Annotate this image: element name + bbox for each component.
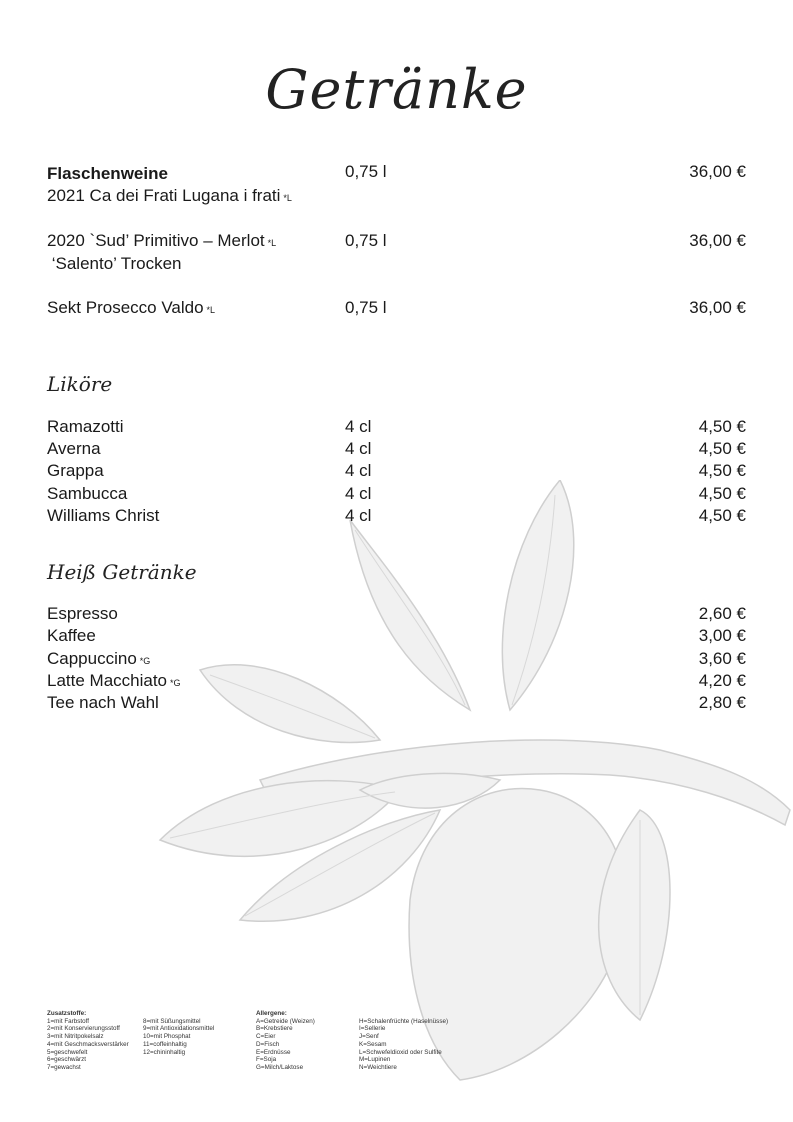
liqueur-price: 4,50 € [698, 439, 746, 458]
additives-heading: Zusatzstoffe: [47, 1010, 87, 1017]
additive-item: 12=chininhaltig [143, 1048, 186, 1056]
wine-volume: 0,75 l [345, 162, 387, 181]
wine-item [47, 298, 746, 322]
hot-drink-price: 2,60 € [698, 604, 746, 623]
liqueur-name: Averna [47, 439, 101, 458]
wine-volume: 0,75 l [345, 298, 387, 317]
liqueur-item [47, 417, 746, 441]
liqueur-volume: 4 cl [345, 439, 372, 458]
liqueur-name: Williams Christ [47, 506, 160, 525]
wine-name-line2: ‘Salento’ Trocken [47, 254, 182, 273]
wine-volume: 0,75 l [345, 231, 387, 250]
liqueur-volume: 4 cl [345, 506, 372, 525]
hot-drink-price: 3,00 € [698, 626, 746, 645]
allergen-item: K=Sesam [359, 1040, 387, 1048]
additive-item: 8=mit Süßungsmittel [143, 1017, 201, 1025]
hot-drink-name: Latte Macchiato [47, 671, 168, 690]
wine-item-line2 [47, 254, 746, 278]
hot-drink-price: 2,80 € [698, 693, 746, 712]
hot-drinks-heading: Heiß Getränke [47, 560, 197, 584]
wine-item [47, 186, 746, 210]
allergen-item: M=Lupinen [359, 1056, 391, 1064]
additives-legend-col2 [143, 1018, 214, 1057]
allergen-item: C=Eier [256, 1033, 276, 1041]
liqueur-item [47, 461, 746, 485]
wines-heading: Flaschenweine [47, 164, 168, 183]
allergens-legend-col2 [359, 1018, 448, 1072]
additive-item: 2=mit Konservierungsstoff [47, 1025, 120, 1033]
liqueurs-heading: Liköre [47, 372, 113, 396]
liqueur-item [47, 506, 746, 530]
additive-item: 9=mit Antioxidationsmittel [143, 1025, 215, 1033]
additives-legend [47, 1010, 129, 1072]
allergen-item: L=Schwefeldioxid oder Sulfite [359, 1048, 442, 1056]
liqueur-volume: 4 cl [345, 417, 372, 436]
allergens-legend [256, 1010, 315, 1072]
additive-item: 11=coffeinhaltig [143, 1040, 187, 1048]
hot-drink-item [47, 604, 746, 628]
allergens-heading: Allergene: [256, 1010, 287, 1017]
allergen-item: F=Soja [256, 1056, 277, 1064]
allergen-item: A=Getreide (Weizen) [256, 1017, 315, 1025]
additive-item: 4=mit Geschmacksverstärker [47, 1040, 129, 1048]
allergen-item: I=Sellerie [359, 1025, 386, 1033]
page-title: Getränke [265, 58, 528, 121]
liqueur-volume: 4 cl [345, 461, 372, 480]
allergen-item: E=Erdnüsse [256, 1048, 291, 1056]
wine-price: 36,00 € [689, 298, 746, 317]
allergen-item: J=Senf [359, 1033, 379, 1041]
hot-drink-item [47, 671, 746, 695]
wine-price: 36,00 € [689, 162, 746, 181]
allergen-item: N=Weichtiere [359, 1063, 397, 1071]
hot-drink-item [47, 649, 746, 673]
wine-mark: *L [283, 193, 292, 203]
wine-item-values [47, 162, 746, 186]
liqueur-price: 4,50 € [698, 506, 746, 525]
liqueur-item [47, 484, 746, 508]
wine-name: 2021 Ca dei Frati Lugana i frati [47, 186, 281, 205]
hot-drink-item [47, 693, 746, 717]
wine-mark: *L [206, 305, 216, 315]
additive-item: 10=mit Phosphat [143, 1033, 191, 1041]
liqueur-name: Ramazotti [47, 417, 124, 436]
additive-item: 5=geschwefelt [47, 1048, 88, 1056]
additive-item: 7=gewachst [47, 1063, 81, 1071]
allergen-item: G=Milch/Laktose [256, 1063, 304, 1071]
wine-name: Sekt Prosecco Valdo [47, 298, 204, 317]
hot-drink-price: 3,60 € [698, 649, 746, 668]
additive-item: 3=mit Nitritpokelsalz [47, 1033, 104, 1041]
additive-item: 6=geschwärzt [47, 1056, 87, 1064]
allergen-item: D=Fisch [256, 1040, 280, 1048]
hot-drink-mark: *G [170, 678, 181, 688]
liqueur-volume: 4 cl [345, 484, 372, 503]
hot-drink-name: Kaffee [47, 626, 96, 645]
hot-drink-name: Tee nach Wahl [47, 693, 159, 712]
additive-item: 1=mit Farbstoff [47, 1017, 90, 1025]
liqueur-price: 4,50 € [698, 461, 746, 480]
wine-mark: *L [267, 238, 277, 248]
liqueur-name: Sambucca [47, 484, 128, 503]
hot-drink-price: 4,20 € [698, 671, 746, 690]
liqueur-name: Grappa [47, 461, 104, 480]
wine-name: 2020 `Sud’ Primitivo – Merlot [47, 231, 265, 250]
wine-item [47, 231, 746, 255]
hot-drink-item [47, 626, 746, 650]
liqueur-item [47, 439, 746, 463]
allergen-item: H=Schalenfrüchte (Haselnüsse) [359, 1017, 449, 1025]
liqueur-price: 4,50 € [698, 484, 746, 503]
wine-price: 36,00 € [689, 231, 746, 250]
allergen-item: B=Krebstiere [256, 1025, 293, 1033]
liqueur-price: 4,50 € [698, 417, 746, 436]
hot-drink-mark: *G [139, 656, 151, 666]
hot-drink-name: Espresso [47, 604, 118, 623]
hot-drink-name: Cappuccino [47, 649, 137, 668]
